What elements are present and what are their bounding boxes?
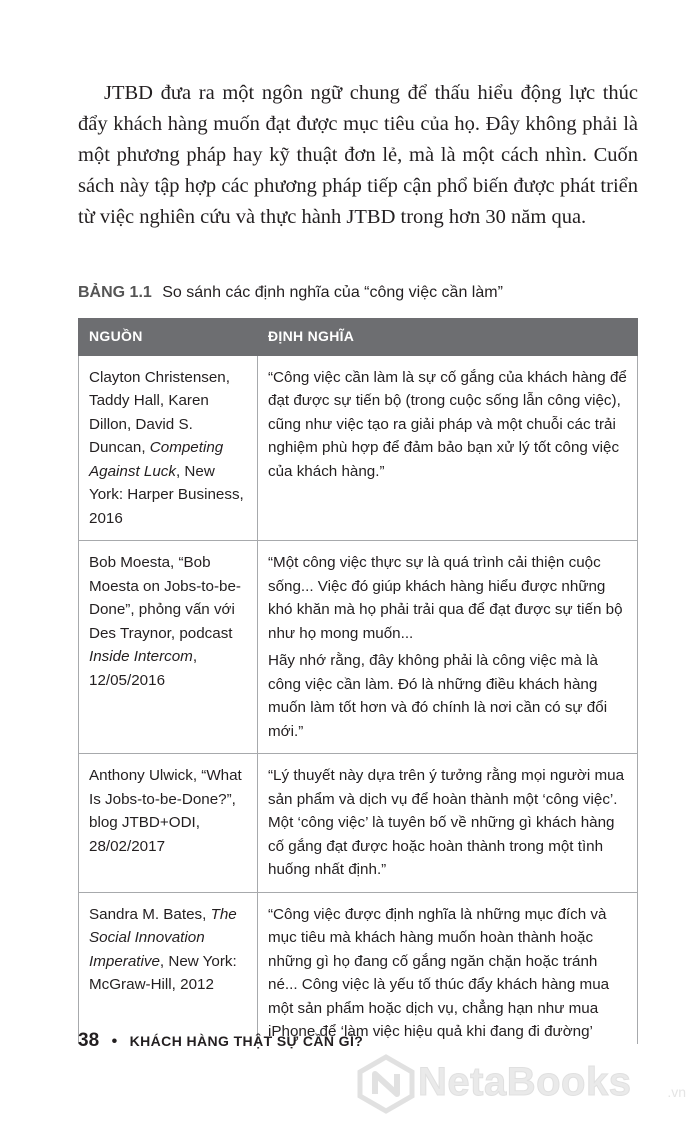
page-footer <box>78 1030 363 1052</box>
table-row <box>79 355 638 541</box>
source-text: Bob Moesta, “Bob Moesta on Jobs-to-be-Done”, phỏng vấn với Des Traynor, podcast <box>89 554 241 642</box>
source-title: Inside Intercom <box>89 648 193 665</box>
table-row <box>79 892 638 1044</box>
definition-text: “Một công việc thực sự là quá trình cải thiện cuộc sống... Việc đó giúp khách hàng hiểu được những khó khăn mà họ phải trải qua để đạt được sự tiến bộ như họ mong muốn... <box>268 554 623 642</box>
definition-cell <box>258 355 638 541</box>
table-row <box>79 541 638 754</box>
header-definition: ĐỊNH NGHĨA <box>258 319 638 356</box>
source-text: Sandra M. Bates, <box>89 905 211 923</box>
page-number: 38 <box>78 1030 100 1051</box>
watermark-tld: .vn <box>667 1084 686 1100</box>
source-cell <box>79 355 258 541</box>
source-title: Competing Against Luck <box>89 439 224 480</box>
definition-text: “Lý thuyết này dựa trên ý tưởng rằng mọi người mua sản phẩm và dịch vụ để hoàn thành một ‘công việc’. Một ‘công việc’ là tuyên bố về những gì khách hàng cố gắng đạt được hoặc hoàn thành trong một tình huống nhất định.” <box>268 767 625 878</box>
header-source: NGUỒN <box>79 319 258 356</box>
source-title: The Social Innovation Imperative <box>89 905 237 970</box>
intro-paragraph: JTBD đưa ra một ngôn ngữ chung để thấu hiểu động lực thúc đẩy khách hàng muốn đạt được mục tiêu của họ. Đây không phải là một phương pháp hay kỹ thuật đơn lẻ, mà là một cách nhìn. Cuốn sách này tập hợp các phương pháp tiếp cận phổ biến được phát triển từ việc nghiên cứu và thực hành JTBD trong hơn 30 năm qua. <box>78 82 638 228</box>
source-cell <box>79 541 258 754</box>
table-row <box>79 754 638 893</box>
definitions-table <box>78 318 638 1044</box>
source-text: Anthony Ulwick, “What Is Jobs-to-be-Done?”, blog JTBD+ODI, 28/02/2017 <box>89 767 242 855</box>
definition-text: “Công việc được định nghĩa là những mục đích và mục tiêu mà khách hàng muốn hoàn thành hoặc những gì họ đang cố gắng ngăn chặn hoặc tránh né... Công việc là yếu tố thúc đẩy khách hàng mua một sản phẩm hoặc dịch vụ, chẳng hạn như mua iPhone để ‘làm việc hiệu quả khi đang đi đường’ <box>268 905 610 1040</box>
source-text: Clayton Christensen, Taddy Hall, Karen Dillon, David S. Duncan, <box>89 368 230 456</box>
source-text: , 12/05/2016 <box>89 648 198 689</box>
footer-bullet: • <box>111 1033 118 1050</box>
source-text: , New York: Harper Business, 2016 <box>89 462 244 527</box>
table-header-row <box>79 319 638 356</box>
source-cell <box>79 754 258 893</box>
definition-text: “Công việc cần làm là sự cố gắng của khách hàng để đạt được sự tiến bộ (trong cuộc sống lẫn công việc), cũng như việc tạo ra giải pháp và một chuỗi các trải nghiệm phù hợp để đảm bảo bạn xử lý tốt công việc của khách hàng.” <box>268 368 627 480</box>
source-cell <box>79 892 258 1044</box>
running-title: KHÁCH HÀNG THẬT SỰ CẦN GÌ? <box>129 1033 364 1049</box>
watermark <box>356 1054 686 1116</box>
source-text: , New York: McGraw-Hill, 2012 <box>89 952 237 993</box>
definition-cell <box>258 892 638 1044</box>
watermark-brand: NetaBooks <box>418 1060 632 1104</box>
table-caption-title: So sánh các định nghĩa của “công việc cần làm” <box>162 284 503 301</box>
definition-cell <box>258 541 638 754</box>
netabooks-logo-icon <box>356 1054 416 1114</box>
table-caption-label: BẢNG 1.1 <box>78 284 152 301</box>
table-caption <box>78 283 658 303</box>
definition-text: Hãy nhớ rằng, đây không phải là công việc mà là công việc cần làm. Đó là những điều khách hàng muốn làm tốt hơn và đó chính là nơi cần có sự đổi mới.” <box>268 652 608 740</box>
definition-cell <box>258 754 638 893</box>
